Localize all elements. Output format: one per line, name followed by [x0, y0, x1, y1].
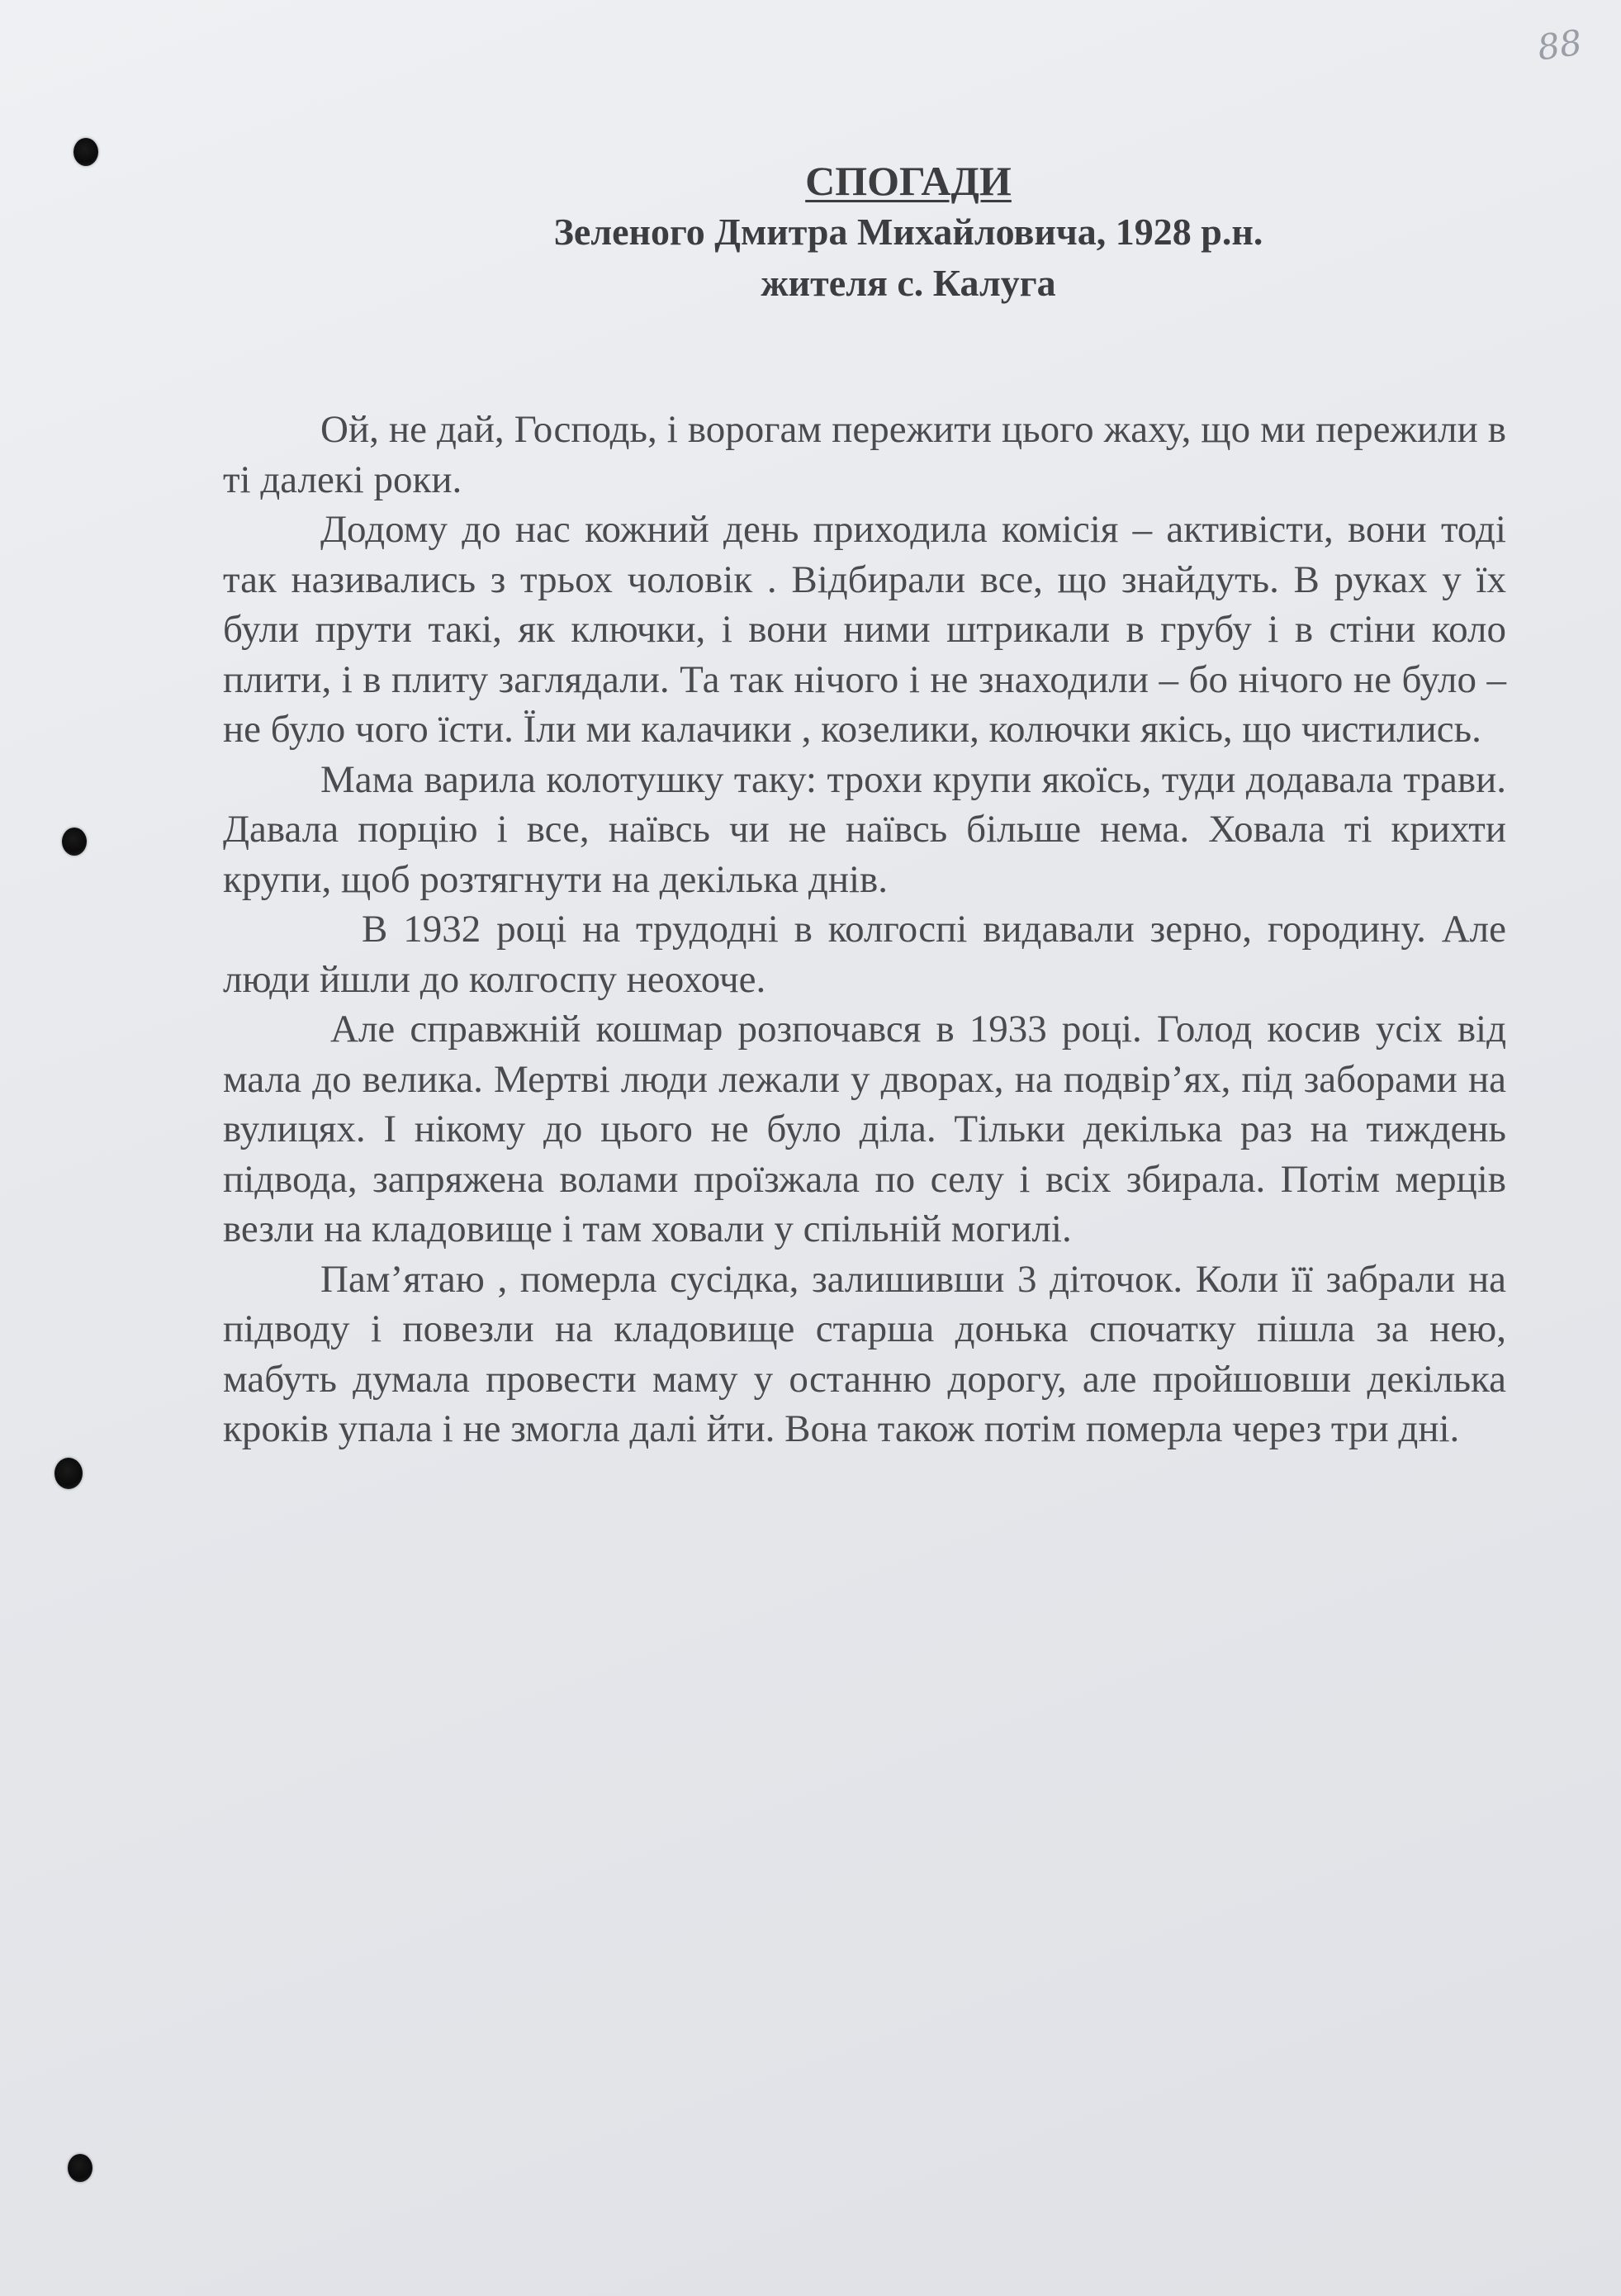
document-header: [413, 155, 1404, 309]
page-number: 88: [1534, 21, 1585, 69]
punch-hole: [68, 2154, 92, 2182]
author-line: Зеленого Дмитра Михайловича, 1928 р.н.: [553, 211, 1263, 253]
residence-line: жителя с. Калуга: [761, 262, 1056, 304]
paragraph: Мама варила колотушку таку: трохи крупи якоїсь, туди додавала трави. Давала порцію і все, наївсь чи не наївсь більше нема. Ховала ті крихти крупи, щоб розтягнути на декілька днів.: [223, 757, 1506, 901]
document-title: СПОГАДИ: [805, 158, 1012, 204]
memoir-body: [223, 405, 1506, 1454]
paragraph: Але справжній кошмар розпочався в 1933 році. Голод косив усіх від мала до велика. Мертві люди лежали у дворах, на подвір’ях, під заборами на вулицях. І нікому до цього не було діла. Тільки декілька раз на тиждень підвода, запряжена волами проїзжала по селу і всіх збирала. Потім мерців везли на кладовище і там ховали у спільній могилі.: [223, 1008, 1506, 1250]
paragraph: Пам’ятаю , померла сусідка, залишивши 3 діточок. Коли її забрали на підводу і повезли на кладовище старша донька спочатку пішла за нею, мабуть думала провести маму у останню дорогу, але пройшовши декілька кроків упала і не змогла далі йти. Вона також потім померла через три дні.: [223, 1257, 1506, 1450]
punch-hole: [73, 138, 98, 166]
paragraph: Додому до нас кожний день приходила комісія – активісти, вони тоді так називались з трьох чоловік . Відбирали все, що знайдуть. В руках у їх були прути такі, як ключки, і вони ними штрикали в грубу і в стіни коло плити, і в плиту заглядали. Та так нічого і не знаходили – бо нічого не було – не було чого їсти. Їли ми калачики , козелики, колючки якісь, що чистились.: [223, 508, 1506, 751]
paragraph: В 1932 році на трудодні в колгоспі видавали зерно, городину. Але люди йшли до колгоспу неохоче.: [223, 908, 1506, 1001]
punch-hole: [55, 1458, 83, 1489]
punch-hole: [62, 828, 87, 856]
paragraph: Ой, не дай, Господь, і ворогам пережити цього жаху, що ми пережили в ті далекі роки.: [223, 408, 1506, 501]
